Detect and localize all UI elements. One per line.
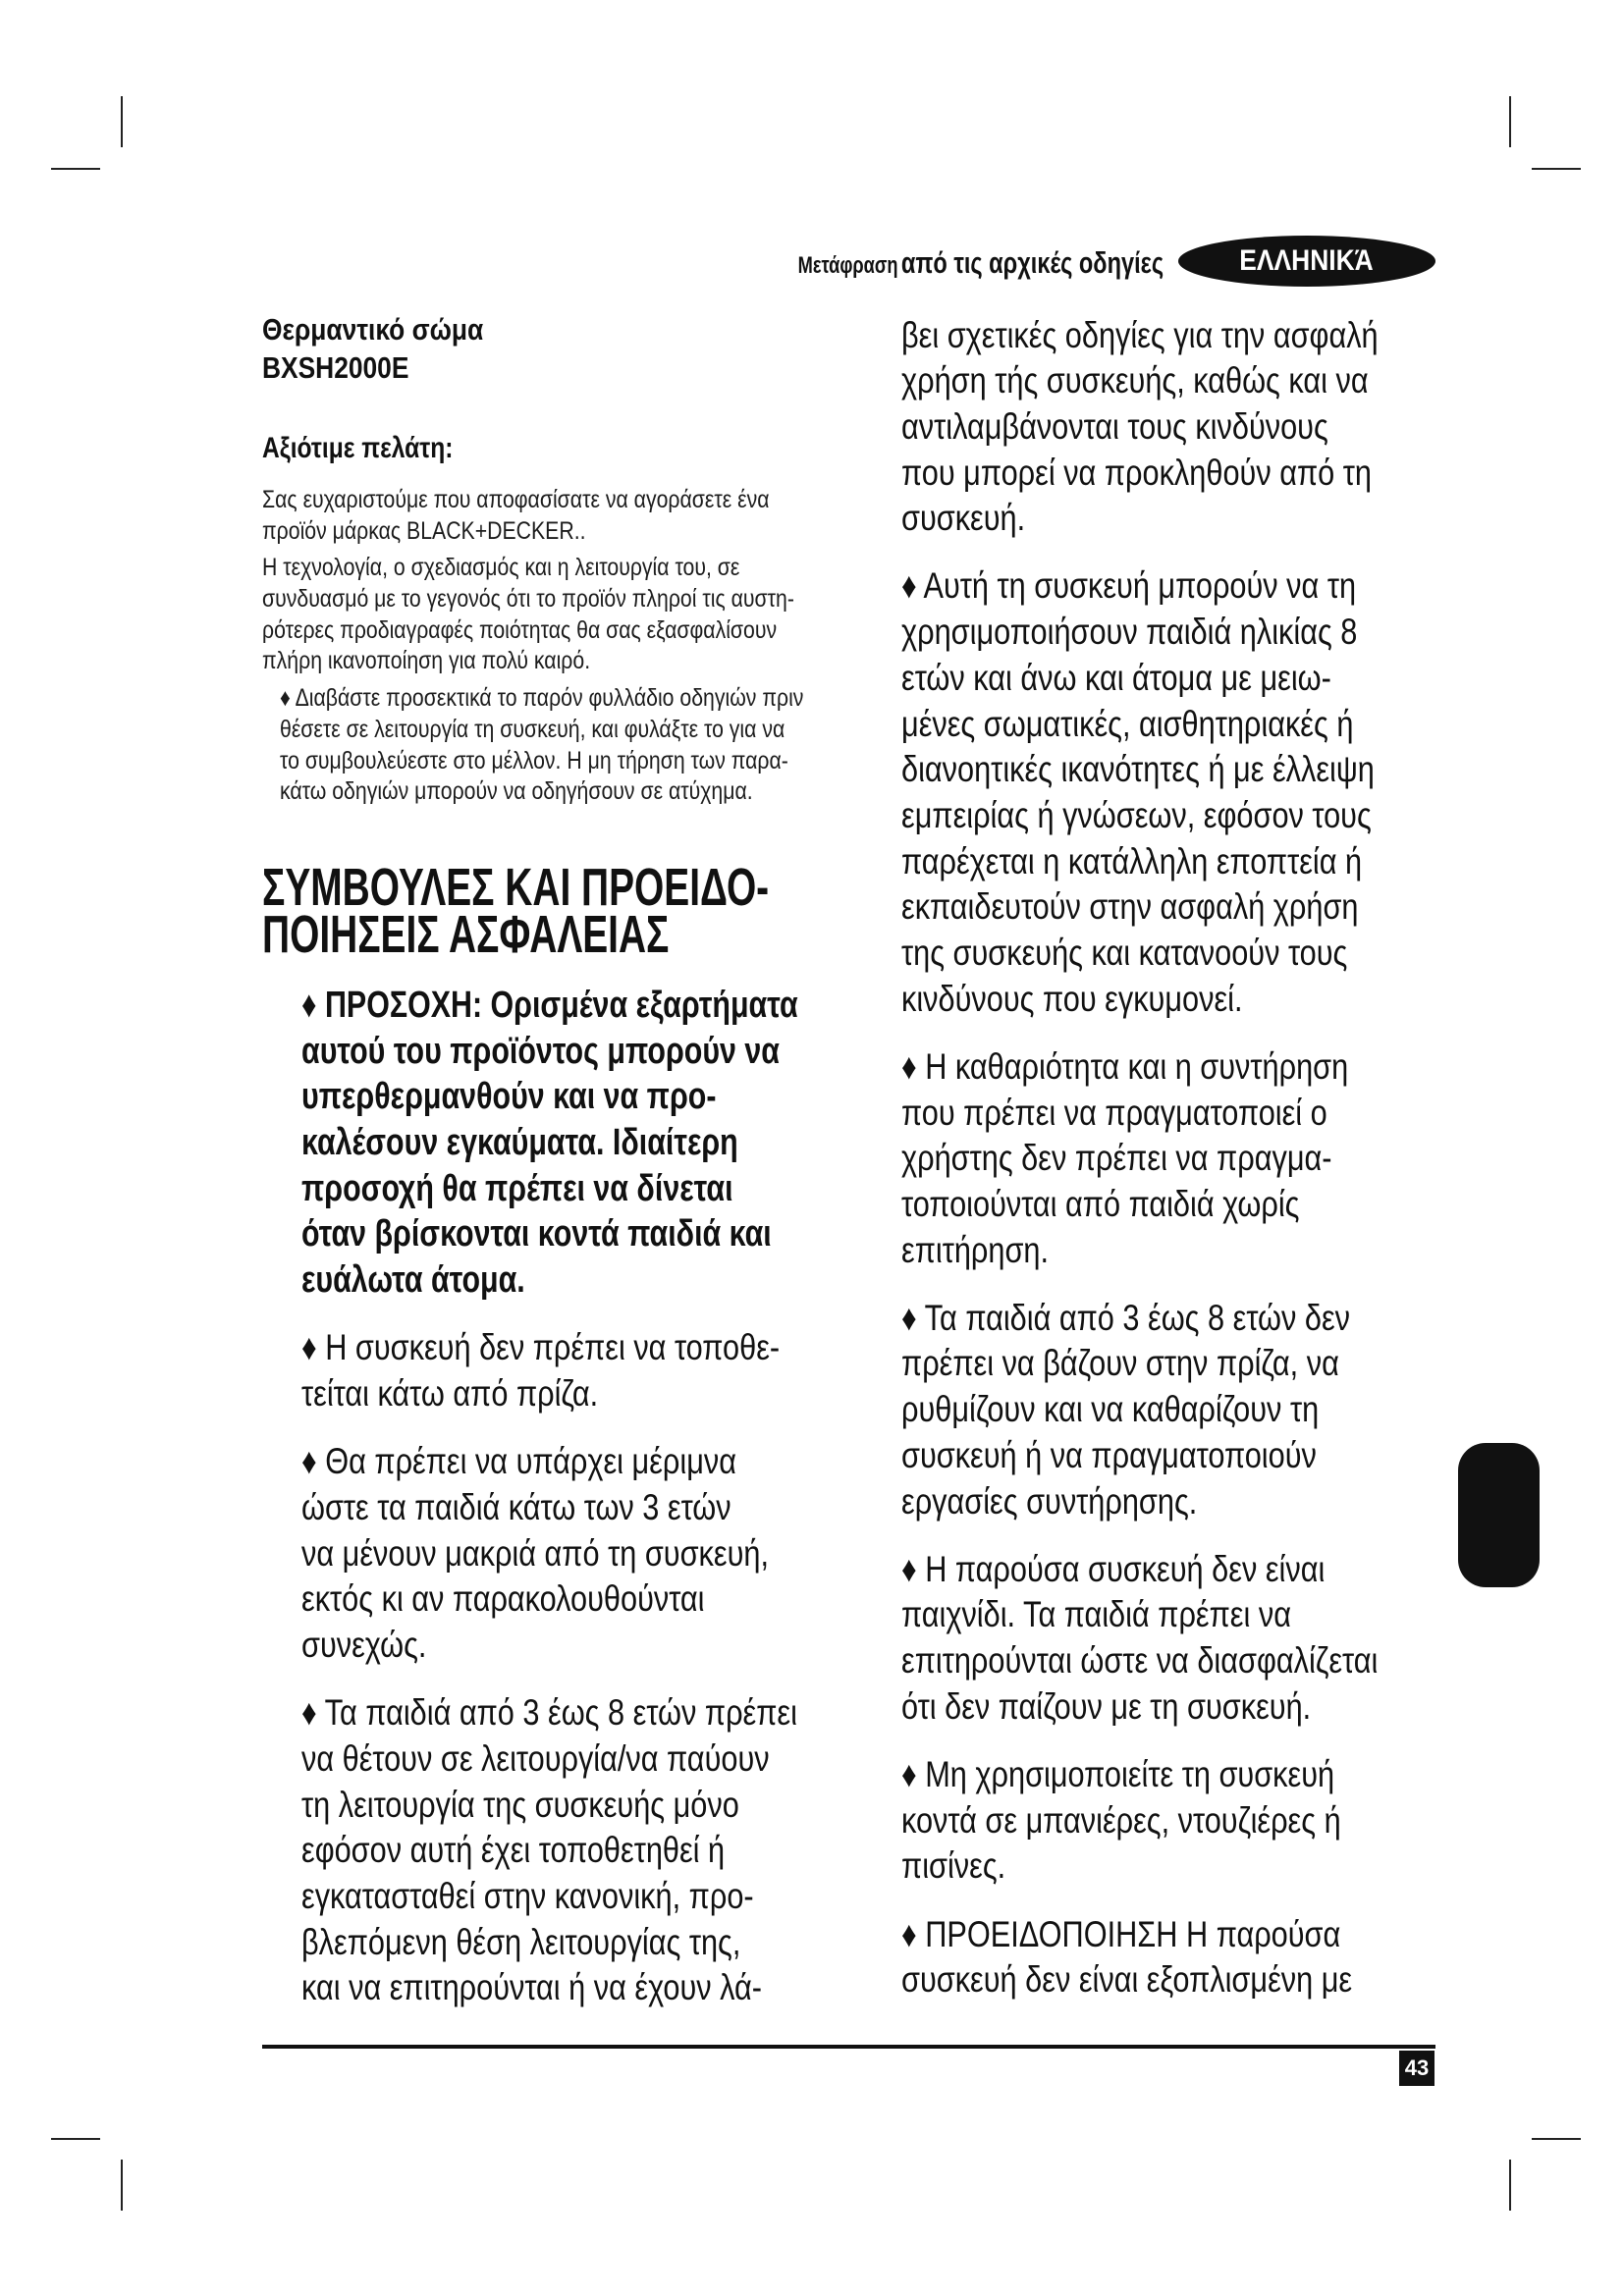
warning-line: ♦ ΠΡΟΣΟΧΗ: Ορισμένα εξαρτήματα (301, 985, 798, 1026)
safety-line: χρησιμοποιήσουν παιδιά ηλικίας 8 (901, 612, 1358, 653)
intro-line: πλήρη ικανοποίηση για πολύ καιρό. (262, 647, 591, 675)
safety-line: πρέπει να βάζουν στην πρίζα, να (901, 1343, 1339, 1384)
safety-paragraph (901, 1547, 1451, 1731)
safety-paragraph (901, 563, 1451, 1022)
crop-mark-bottom-right-horizontal (1532, 2138, 1581, 2140)
product-model: BXSH2000E (262, 350, 409, 385)
warning-line: υπερθερμανθούν και να προ- (301, 1076, 717, 1118)
language-tab (1178, 236, 1435, 287)
safety-line: τείται κάτω από πρίζα. (301, 1373, 599, 1414)
safety-line: να μένουν μακριά από τη συσκευή, (301, 1532, 769, 1574)
safety-line: χρήση τής συσκευής, καθώς και να (901, 360, 1369, 401)
intro-line: το συμβουλεύεστε στο μέλλον. Η μη τήρηση των παρα- (280, 746, 788, 774)
safety-line: που πρέπει να πραγματοποιεί ο (901, 1092, 1327, 1133)
crop-mark-top-left-vertical (121, 96, 123, 147)
safety-line: εκπαιδευτούν στην ασφαλή χρήση (901, 886, 1359, 928)
safety-line: επιτήρηση. (901, 1229, 1050, 1270)
safety-line: συσκευή δεν είναι εξοπλισμένη με (901, 1959, 1353, 2001)
salutation: Αξιότιμε πελάτη: (262, 432, 454, 464)
safety-line: χρήστης δεν πρέπει να πραγμα- (901, 1138, 1332, 1179)
warning-line: αυτού του προϊόντος μπορούν να (301, 1030, 780, 1072)
crop-mark-bottom-right-vertical (1509, 2160, 1511, 2211)
safety-line: εμπειρίας ή γνώσεων, εφόσον τους (901, 794, 1372, 835)
safety-line: συσκευή. (901, 498, 1026, 539)
intro-text (262, 485, 871, 808)
translation-rest: από τις αρχικές οδηγίες (900, 245, 1164, 280)
safety-right-column (901, 313, 1451, 2003)
safety-line: ♦ Μη χρησιμοποιείτε τη συσκευή (901, 1753, 1335, 1794)
safety-paragraph (901, 1296, 1451, 1524)
safety-line: ρυθμίζουν και να καθαρίζουν τη (901, 1389, 1320, 1430)
safety-line: εκτός κι αν παρακολουθούνται (301, 1578, 705, 1620)
intro-line: κάτω οδηγιών μπορούν να οδηγήσουν σε ατύχημα. (280, 777, 753, 806)
safety-heading-line: ΠΟΙΗΣΕΙΣ ΑΣΦΑΛΕΙΑΣ (262, 905, 670, 964)
intro-bullet (262, 683, 871, 808)
safety-line: εγκατασταθεί στην κανονική, προ- (301, 1875, 754, 1916)
warning-line: προσοχή θα πρέπει να δίνεται (301, 1167, 733, 1209)
safety-line: διανοητικές ικανότητες ή με έλλειψη (901, 749, 1375, 790)
intro-line: ♦ Διαβάστε προσεκτικά το παρόν φυλλάδιο οδηγιών πριν (280, 684, 804, 713)
safety-paragraph (901, 1912, 1451, 2003)
product-title (262, 310, 753, 387)
footer-rule (262, 2045, 1435, 2049)
safety-line: ♦ ΠΡΟΕΙΔΟΠΟΙΗΣΗ Η παρούσα (901, 1913, 1341, 1954)
language-tab-label: ΕΛΛΗΝΙΚΆ (1239, 244, 1375, 277)
safety-line: εφόσον αυτή έχει τοποθετηθεί ή (301, 1830, 726, 1871)
safety-line: ότι δεν παίζουν με τη συσκευή. (901, 1685, 1312, 1727)
safety-line: κοντά σε μπανιέρες, ντουζιέρες ή (901, 1799, 1341, 1841)
intro-line: Σας ευχαριστούμε που αποφασίσατε να αγοράσετε ένα (262, 486, 770, 513)
warning-line: όταν βρίσκονται κοντά παιδιά και (301, 1213, 772, 1255)
safety-line: ♦ Τα παιδιά από 3 έως 8 ετών δεν (901, 1297, 1351, 1338)
safety-line: αντιλαμβάνονται τους κινδύνους (901, 405, 1328, 447)
safety-line: τη λειτουργία της συσκευής μόνο (301, 1784, 739, 1825)
section-tab-marker (1458, 1443, 1540, 1587)
safety-line: παρέχεται η κατάλληλη εποπτεία ή (901, 840, 1363, 881)
safety-line: ♦ Αυτή τη συσκευή μπορούν να τη (901, 565, 1357, 607)
safety-line: ώστε τα παιδιά κάτω των 3 ετών (301, 1486, 731, 1527)
safety-line: της συσκευής και κατανοούν τους (901, 932, 1348, 973)
intro-line: συνδυασμό με το γεγονός ότι το προϊόν πληροί τις αυστη- (262, 585, 794, 614)
warning-paragraph (301, 983, 851, 1304)
safety-line: να θέτουν σε λειτουργία/να παύουν (301, 1737, 770, 1779)
translation-note (798, 243, 1164, 283)
intro-paragraph (262, 485, 871, 547)
safety-line: επιτηρούνται ώστε να διασφαλίζεται (901, 1640, 1379, 1682)
safety-line: ♦ Η συσκευή δεν πρέπει να τοποθε- (301, 1327, 781, 1368)
safety-line: κινδύνους που εγκυμονεί. (901, 978, 1243, 1019)
intro-line: ρότερες προδιαγραφές ποιότητας θα σας εξασφαλίσουν (262, 615, 778, 644)
warning-line: ευάλωτα άτομα. (301, 1259, 525, 1302)
safety-line: βλεπόμενη θέση λειτουργίας της, (301, 1921, 741, 1962)
product-name: Θερμαντικό σώμα (262, 312, 484, 347)
intro-paragraph (262, 553, 871, 677)
safety-paragraph (901, 1044, 1451, 1273)
warning-line: καλέσουν εγκαύματα. Ιδιαίτερη (301, 1122, 738, 1164)
intro-line: προϊόν μάρκας BLACK+DECKER.. (262, 516, 586, 545)
safety-paragraph (901, 1752, 1451, 1890)
intro-line: Η τεχνολογία, ο σχεδιασμός και η λειτουργία του, σε (262, 554, 740, 582)
page-number: 43 (1399, 2051, 1435, 2086)
safety-line: ♦ Η παρούσα συσκευή δεν είναι (901, 1548, 1326, 1589)
crop-mark-bottom-left-vertical (121, 2160, 123, 2211)
safety-line: μένες σωματικές, αισθητηριακές ή (901, 703, 1354, 744)
crop-mark-top-left-horizontal (51, 168, 100, 170)
safety-line: τοποιούνται από παιδιά χωρίς (901, 1183, 1300, 1224)
safety-paragraph (301, 1439, 851, 1668)
intro-line: θέσετε σε λειτουργία τη συσκευή, και φυλάξτε το για να (280, 715, 785, 743)
crop-mark-top-right-vertical (1509, 96, 1511, 147)
safety-line: ετών και άνω και άτομα με μειω- (901, 657, 1331, 698)
safety-line: ♦ Τα παιδιά από 3 έως 8 ετών πρέπει (301, 1692, 797, 1734)
safety-line: ♦ Θα πρέπει να υπάρχει μέριμνα (301, 1441, 737, 1482)
crop-mark-bottom-left-horizontal (51, 2138, 100, 2140)
safety-heading (262, 858, 871, 964)
safety-line: βει σχετικές οδηγίες για την ασφαλή (901, 314, 1379, 355)
safety-line: που μπορεί να προκληθούν από τη (901, 452, 1372, 493)
safety-line: συνεχώς. (301, 1624, 427, 1665)
crop-mark-top-right-horizontal (1532, 168, 1581, 170)
safety-line: πισίνες. (901, 1845, 1006, 1887)
safety-line: παιχνίδι. Τα παιδιά πρέπει να (901, 1594, 1291, 1635)
safety-heading-line: ΣΥΜΒΟΥΛΕΣ ΚΑΙ ΠΡΟΕΙΔΟ- (262, 858, 770, 917)
safety-paragraph (901, 313, 1451, 542)
safety-paragraph (301, 1325, 851, 1416)
safety-left-column (301, 983, 851, 2011)
safety-line: εργασίες συντήρησης. (901, 1480, 1198, 1522)
safety-paragraph (301, 1690, 851, 2011)
translation-prefix: Μετάφραση (797, 252, 898, 279)
safety-line: και να επιτηρούνται ή να έχουν λά- (301, 1967, 763, 2008)
safety-line: συσκευή ή να πραγματοποιούν (901, 1434, 1317, 1475)
safety-line: ♦ Η καθαριότητα και η συντήρηση (901, 1045, 1349, 1087)
